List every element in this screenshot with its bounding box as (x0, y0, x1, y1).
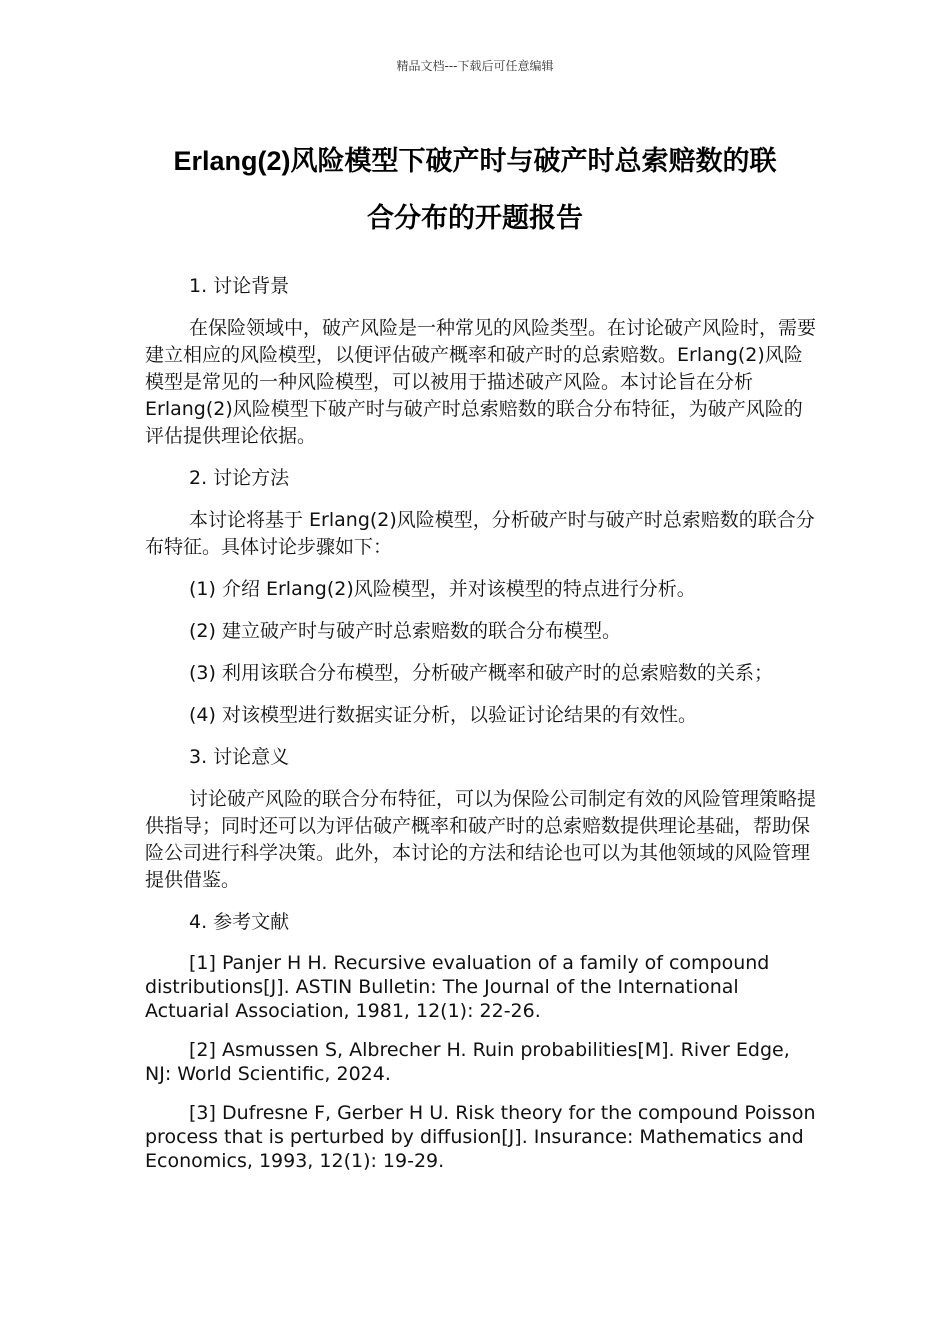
method-step: (3) 利用该联合分布模型，分析破产概率和破产时的总索赔数的关系； (189, 662, 773, 684)
section-body-background: 在保险领域中，破产风险是一种常见的风险类型。在讨论破产风险时，需要建立相应的风险模型，以便评估破产概率和破产时的总索赔数。Erlang(2)风险模型是常见的一种风险模型，可以被用于描述破产风险。本讨论旨在分析 Erlang(2)风险模型下破产时与破产时总索赔数的联合分布特征，为破产风险的评估提供理论依据。 (145, 317, 817, 447)
section-heading-significance: 3. 讨论意义 (189, 746, 290, 768)
method-step: (1) 介绍 Erlang(2)风险模型，并对该模型的特点进行分析。 (189, 578, 696, 600)
method-step: (2) 建立破产时与破产时总索赔数的联合分布模型。 (189, 620, 621, 642)
document-title-line-2: 合分布的开题报告 (367, 203, 583, 233)
method-step: (4) 对该模型进行数据实证分析，以验证讨论结果的有效性。 (189, 704, 697, 726)
section-heading-method: 2. 讨论方法 (189, 467, 290, 489)
section-body-method: 本讨论将基于 Erlang(2)风险模型，分析破产时与破产时总索赔数的联合分布特征。具体讨论步骤如下： (145, 509, 815, 558)
document-title-line-1: Erlang(2)风险模型下破产时与破产时总索赔数的联 (173, 146, 777, 176)
section-body-significance: 讨论破产风险的联合分布特征，可以为保险公司制定有效的风险管理策略提供指导；同时还可以为评估破产概率和破产时的总索赔数提供理论基础，帮助保险公司进行科学决策。此外，本讨论的方法和结论也可以为其他领域的风险管理提供借鉴。 (145, 788, 817, 891)
reference-item: [2] Asmussen S, Albrecher H. Ruin probabilities[M]. River Edge, NJ: World Scientific, 2024. (145, 1039, 790, 1085)
reference-item: [1] Panjer H H. Recursive evaluation of a family of compound distributions[J]. ASTIN Bulletin: The Journal of the International Actuarial Association, 1981, 12(1): 22-26. (145, 952, 770, 1022)
document-body (145, 273, 817, 1188)
section-heading-background: 1. 讨论背景 (189, 275, 290, 297)
page-header: 精品文档---下载后可任意编辑 (396, 59, 554, 73)
reference-item: [3] Dufresne F, Gerber H U. Risk theory for the compound Poisson process that is perturbed by diffusion[J]. Insurance: Mathematics and Economics, 1993, 12(1): 19-29. (145, 1102, 816, 1172)
section-heading-references: 4. 参考文献 (189, 911, 290, 933)
